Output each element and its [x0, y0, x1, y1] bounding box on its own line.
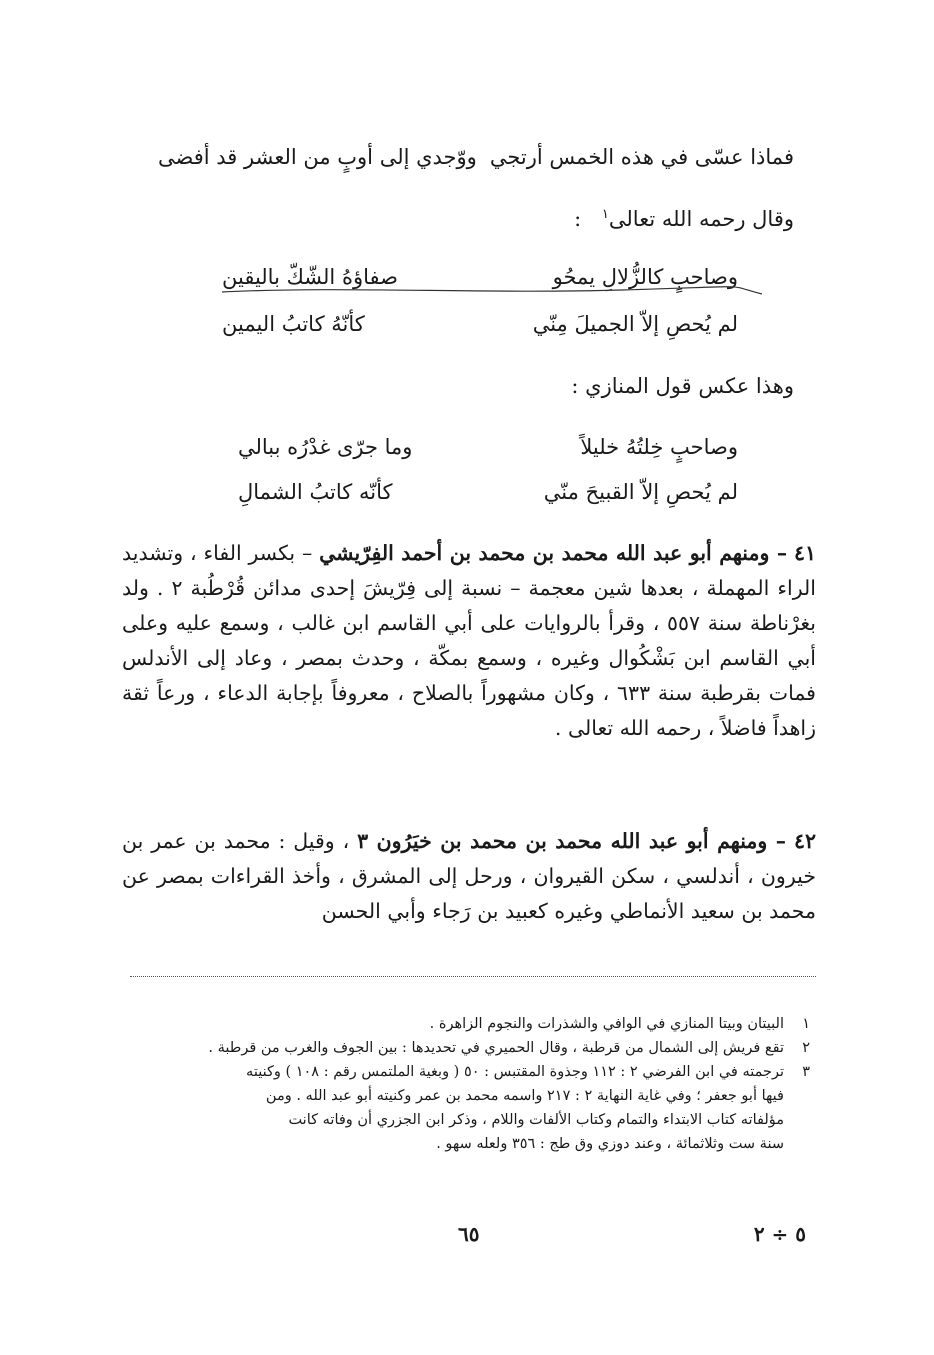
- handwritten-stroke-icon: [222, 276, 762, 300]
- footnote-item: [120, 1060, 810, 1156]
- footnote-number: ١: [802, 1016, 810, 1032]
- footnote-line: البيتان وبيتا المنازي في الوافي والشذرات والنجوم الزاهرة .: [429, 1016, 784, 1032]
- footnotes: [120, 1012, 810, 1156]
- footnote-ref: ١: [601, 207, 609, 222]
- footnote-line: مؤلفاته كتاب الابتداء والتمام وكتاب الألفات واللام ، وذكر ابن الجزري أن وفاته كانت: [288, 1112, 784, 1128]
- poem2-line2-left: كأنّه كاتبُ الشمالِ: [238, 480, 393, 504]
- page-number: ٦٥: [458, 1222, 480, 1246]
- poem1-line1-right: وصاحبٍ كالزُّلالِ يمحُو: [552, 265, 738, 289]
- poem1-line2-left: كأنّهُ كاتبُ اليمين: [222, 312, 365, 336]
- footnote-number: ٢: [802, 1040, 810, 1056]
- poem2-line2-right: لم يُحصِ إلاّ القبيحَ منّي: [543, 480, 738, 504]
- intro-line: [574, 200, 794, 234]
- footnote-item: [120, 1036, 810, 1060]
- footnote-line: فيها أبو جعفر ؛ وفي غاية النهاية ٢ : ٢١٧ واسمه محمد بن عمر وكنيته أبو عبد الله . ومن: [265, 1088, 784, 1104]
- footnote-number: ٣: [802, 1064, 810, 1080]
- poem2-line1-right: وصاحبٍ خِلتُهُ خليلاً: [580, 435, 738, 459]
- footnote-item: [120, 1012, 810, 1036]
- entry-text: – بكسر الفاء ، وتشديد الراء المهملة ، بعدها شين معجمة – نسبة إلى فِرّيشَ إحدى مدائن قُرْطُبة ٢ . ولد بغرْناطة سنة ٥٥٧ ، وقرأ بالروايات على أبي القاسم ابن غالب ، وسمع عليه وعلى أبي القاسم ابن بَشْكُوال وغيره ، وسمع بمكّة ، وحدث بمصر ، وعاد إلى الأندلس فمات بقرطبة سنة ٦٣٣ ، وكان مشهوراً بالصلاح ، معروفاً بإجابة الدعاء ، ورعاً ثقة زاهداً فاضلاً ، رحمه الله تعالى .: [122, 541, 816, 740]
- verse-hemistich-right: فماذا عسّى في هذه الخمس أرتجي: [489, 145, 794, 169]
- footnote-line: تقع فريش إلى الشمال من قرطبة ، وقال الحميري في تحديدها : بين الجوف والغرب من قرطبة .: [208, 1040, 784, 1056]
- entry-41: ٤١ – ومنهم أبو عبد الله محمد بن محمد بن أحمد الفِرّيشي – بكسر الفاء ، وتشديد الراء المهملة ، بعدها شين معجمة – نسبة إلى فِرّيشَ إحدى مدائن قُرْطُبة ٢ . ولد بغرْناطة سنة ٥٥٧ ، وقرأ بالروايات على أبي القاسم ابن غالب ، وسمع عليه وعلى أبي القاسم ابن بَشْكُوال وغيره ، وسمع بمكّة ، وحدث بمصر ، وعاد إلى الأندلس فمات بقرطبة سنة ٦٣٣ ، وكان مشهوراً بالصلاح ، معروفاً بإجابة الدعاء ، ورعاً ثقة زاهداً فاضلاً ، رحمه الله تعالى .: [122, 541, 816, 740]
- entry-name: ومنهم أبو عبد الله محمد بن محمد بن خيَرُون ٣: [357, 829, 768, 853]
- poem1-line2-right: لم يُحصِ إلاّ الجميلَ مِنّي: [532, 312, 738, 336]
- verse-hemistich-left: ووّجدي إلى أوبٍ من العشر قد أفضى: [158, 145, 477, 169]
- entry-name: ومنهم أبو عبد الله محمد بن محمد بن أحمد الفِرّيشي: [319, 541, 770, 565]
- footnote-line: ترجمته في ابن الفرضي ٢ : ١١٢ وجذوة المقتبس : ٥٠ ( وبغية الملتمس رقم : ١٠٨ ) وكنيته: [246, 1064, 784, 1080]
- poem2-line1-left: وما جرّى غدْرُه ببالي: [238, 435, 413, 459]
- poem1-line1-left: صفاؤهُ الشّكّ باليقين: [222, 265, 398, 289]
- intro-colon: :: [574, 207, 582, 231]
- entry-number: ٤١: [793, 541, 816, 565]
- entry-number: ٤٢: [793, 829, 816, 853]
- entry-text: ، وقيل : محمد بن عمر بن خيرون ، أندلسي ، سكن القيروان ، ورحل إلى المشرق ، وأخذ القراءات بمصر عن محمد بن سعيد الأنماطي وغيره كعبيد بن رَجاء وأبي الحسن: [122, 829, 816, 923]
- printer-signature: ٥ ÷ ٢: [753, 1222, 806, 1246]
- intro-text: وقال رحمه الله تعالى: [608, 207, 794, 231]
- footnote-line: سنة ست وثلاثمائة ، وعند دوزي وق طج : ٣٥٦ ولعله سهو .: [436, 1136, 784, 1152]
- intro2-line: وهذا عكس قول المنازي :: [571, 374, 794, 398]
- entry-42: ٤٢ – ومنهم أبو عبد الله محمد بن محمد بن خيَرُون ٣ ، وقيل : محمد بن عمر بن خيرون ، أندلسي ، سكن القيروان ، ورحل إلى المشرق ، وأخذ القراءات بمصر عن محمد بن سعيد الأنماطي وغيره كعبيد بن رَجاء وأبي الحسن: [122, 829, 816, 923]
- footnote-divider: [130, 976, 816, 977]
